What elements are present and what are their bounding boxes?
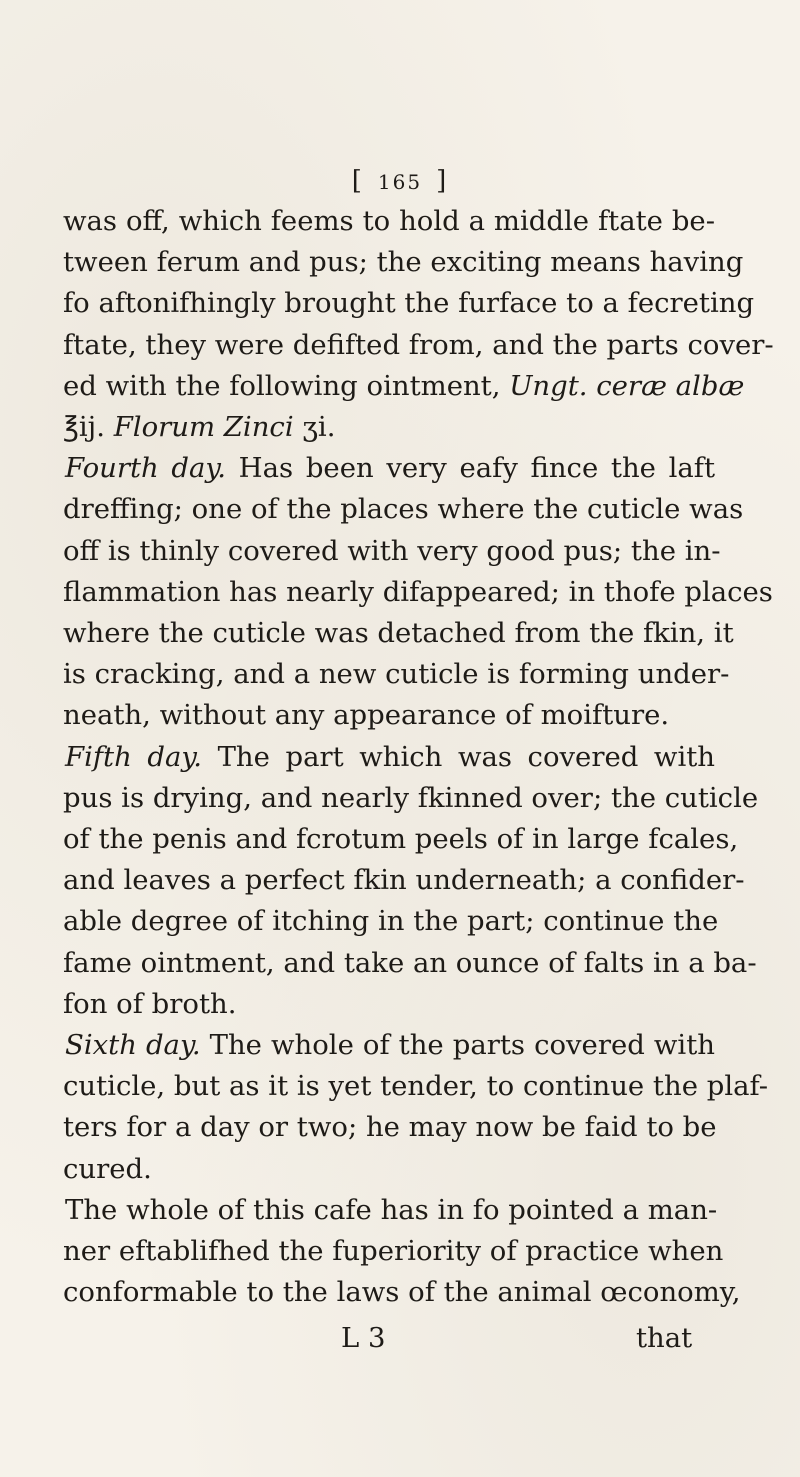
line-text: fo aftonifhingly brought the furface to a fecreting <box>63 287 755 320</box>
line-text: tween ferum and pus; the exciting means having <box>63 246 744 279</box>
body-text <box>63 201 774 1313</box>
line-text: ʒi. <box>302 411 336 444</box>
line-text: where the cuticle was detached from the fkin, it <box>63 617 734 650</box>
text-line <box>63 860 745 901</box>
page-number: 165 <box>377 170 423 194</box>
line-text: pus is drying, and nearly fkinned over; the cuticle <box>63 781 759 814</box>
text-line <box>63 737 715 778</box>
text-line <box>63 1149 715 1190</box>
line-text: off is thinly covered with very good pus; the in- <box>63 534 721 567</box>
text-line <box>63 778 759 819</box>
line-text: cuticle, but as it is yet tender, to continue the plaf- <box>63 1070 768 1103</box>
text-line <box>63 984 715 1025</box>
line-text: ftate, they were defifted from, and the parts cover- <box>63 328 774 361</box>
text-line <box>63 325 774 366</box>
line-text: and leaves a perfect fkin underneath; a confider- <box>63 864 745 897</box>
italic-text: Fifth day. <box>65 740 203 773</box>
text-line <box>63 1231 724 1272</box>
line-text: able degree of itching in the part; continue the <box>63 905 719 938</box>
italic-text: Fourth day. <box>65 452 227 485</box>
line-text: neath, without any appearance of moifture. <box>63 699 670 732</box>
italic-text: Sixth day. <box>65 1029 201 1062</box>
line-text: was off, which feems to hold a middle ftate be- <box>63 205 715 237</box>
line-text: fon of broth. <box>63 987 237 1020</box>
line-text: The part which was covered with <box>202 740 715 773</box>
line-text: The whole of this cafe has in fo pointed a man- <box>65 1193 718 1226</box>
catchword: that <box>636 1322 693 1354</box>
text-line <box>63 531 721 572</box>
text-line <box>63 242 744 283</box>
line-text: of the penis and fcrotum peels of in large fcales, <box>63 823 739 856</box>
line-text: flammation has nearly difappeared; in thofe places <box>63 575 773 608</box>
text-line <box>63 572 773 613</box>
italic-text: Florum Zinci <box>113 411 303 444</box>
text-line <box>63 819 739 860</box>
header-open-bracket: [ <box>351 166 364 196</box>
text-line <box>63 1025 715 1066</box>
text-line <box>63 448 715 489</box>
text-line <box>63 654 730 695</box>
text-line <box>63 407 715 448</box>
text-line <box>63 1272 741 1313</box>
line-text: ℥ij. <box>63 411 114 444</box>
line-text: ner eftablifhed the fuperiority of practice when <box>63 1235 724 1268</box>
line-text: is cracking, and a new cuticle is forming under- <box>63 658 730 691</box>
text-line <box>63 1066 768 1107</box>
text-line <box>63 695 715 736</box>
page-header <box>0 166 800 196</box>
line-text: ed with the following ointment, <box>63 369 510 402</box>
text-line <box>63 201 715 242</box>
line-text: fame ointment, and take an ounce of falts in a ba- <box>63 946 757 979</box>
text-line <box>63 943 757 984</box>
text-line <box>63 283 755 324</box>
header-close-bracket: ] <box>436 166 449 196</box>
line-text: cured. <box>63 1152 152 1185</box>
line-text: Has been very eafy fince the laft <box>226 452 715 485</box>
line-text: ters for a day or two; he may now be faid to be <box>63 1111 717 1144</box>
text-line <box>63 1190 718 1231</box>
line-text: conformable to the laws of the animal œconomy, <box>63 1276 741 1309</box>
text-line <box>63 1107 715 1148</box>
text-line <box>63 901 719 942</box>
text-line <box>63 489 744 530</box>
text-line <box>63 613 734 654</box>
text-line <box>63 366 745 407</box>
line-text: The whole of the parts covered with <box>200 1029 715 1062</box>
line-text: dreffing; one of the places where the cuticle was <box>63 493 744 526</box>
italic-text: Ungt. ceræ albæ <box>509 369 745 402</box>
signature-mark: L 3 <box>341 1322 386 1354</box>
